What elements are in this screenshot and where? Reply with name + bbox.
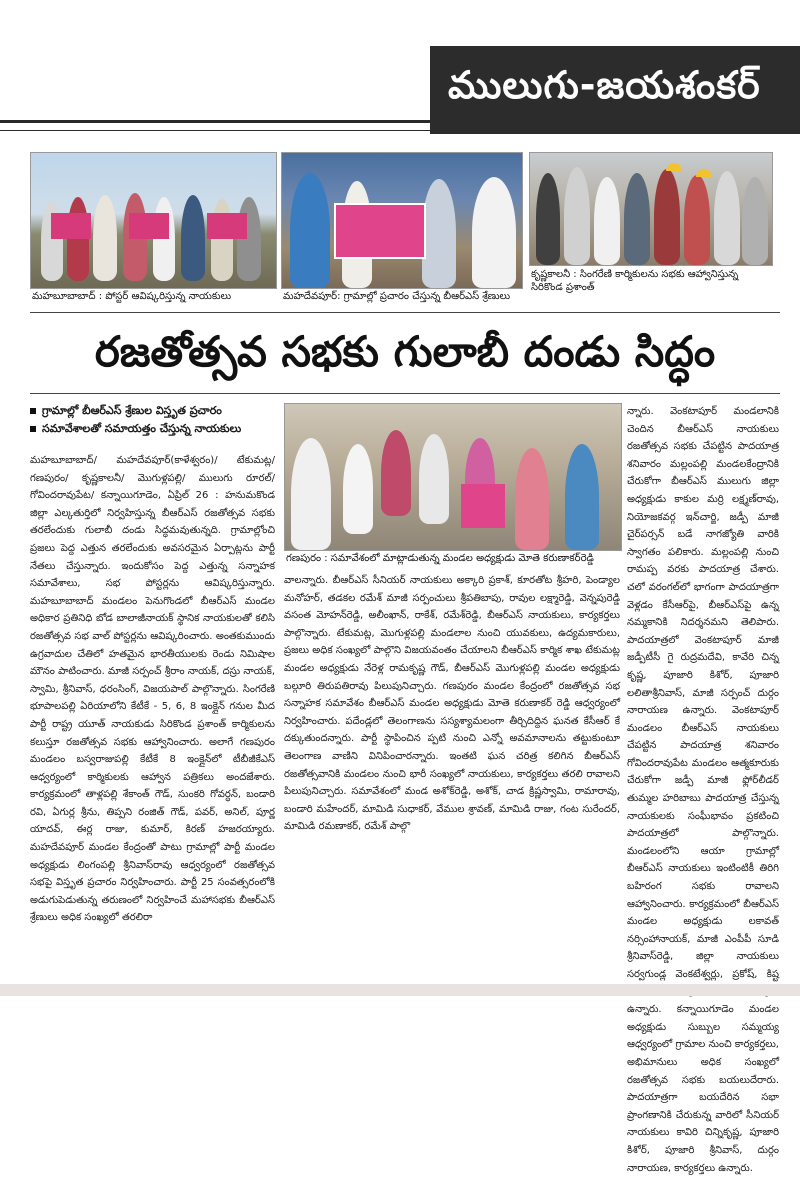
photo-mahabubabad [30, 152, 277, 289]
photo-caption: గణపురం : సమావేశంలో మాట్లాడుతున్న మండల అధ్యక్షుడు మోతె కరుణాకర్‌రెడ్డి [286, 553, 594, 564]
photo-caption: కృష్ణకాలనీ : సింగరేణి కార్మికులను సభకు ఆహ్వానిస్తున్న సిరికొండ ప్రశాంత్ [531, 269, 739, 293]
section-title-box [430, 46, 800, 134]
photo-mahadevpur [281, 152, 523, 289]
article-column-3: న్నారు. వెంకటాపూర్ మండలానికి చెందిన బీఆర్ఎస్ నాయకులు రజతోత్సవ సభకు చేపట్టిన పాదయాత్ర శనివారం మల్లంపల్లి మండలకేంద్రానికి చేరుకోగా బీఆర్ఎస్ ములుగు జిల్లా అధ్యక్షుడు కాకుల మర్రి లక్ష్మణ్‌రావు, నియోజకవర్గ ఇన్‌చార్జి, జడ్పీ మాజీ చైర్‌పర్సన్ బడే నాగజ్యోతి వారికి స్వాగతం పలికారు. మల్లంపల్లి నుంచి రామప్ప వరకు పాదయాత్ర చేశారు. చలో వరంగల్‌లో భాగంగా పాదయాత్రగా వెళ్లడం కేసీఆర్‌పై, బీఆర్ఎస్‌పై ఉన్న నమ్మకానికి నిదర్శనమని తెలిపారు. పాదయాత్రలో వెంకటాపూర్ మాజీ జడ్పీటీసీ గై రుద్రమదేవి, కావేరి చిన్న కృష్ణ, పూజారి కిశోర్, పూజారి లలితాశ్రీనివాస్, మాజీ సర్పంచ్ దుర్గం నారాయణ ఉన్నారు. వెంకటాపూర్ మండలం బీఆర్ఎస్ నాయకులు చేపట్టిన పాదయాత్ర శనివారం గోవిందరావుపేట మండలం ఆత్మకూరుకు చేరుకోగా జడ్పీ మాజీ ఫ్లోర్‌లీడర్ తుమ్మల హరిబాబు పాదయాత్ర చేస్తున్న నాయకులకు సంఘీభావం ప్రకటించి పాదయాత్రలో పాల్గొన్నారు. మండలంలోని ఆయా గ్రామాల్లో బీఆర్ఎస్ నాయకులు ఇంటింటికీ తిరిగి బహిరంగ సభకు రావాలని ఆహ్వానించారు. కార్యక్రమంలో బీఆర్ఎస్ మండల అధ్యక్షుడు లకావత్ నర్సింహానాయక్, మాజీ ఎంపీపీ సూడి శ్రీనివాస్‌రెడ్డి, జిల్లా నాయకులు సర్వగుండ్ల వెంకటేశ్వర్లు, ప్రకోష్, కిష్ట ఉన్నారు. కన్నాయిగూడెం మండల అధ్యక్షుడు సుబ్బుల సమ్మయ్య ఆధ్వర్యంలో గ్రామాల నుంచి కార్యకర్తలు, అభిమానులు అధిక సంఖ్యలో రజతోత్సవ సభకు బయలుదేరారు. పాదయాత్రగా బయదేరిన సభా ప్రాంగణానికి చేరుకున్న వారిలో సీనియర్ నాయకులు కావిరి చిన్నికృష్ణ, పూజారి కిశోర్, పూజారి శ్రీనివాస్, దుర్గం నారాయణ, కార్యకర్తలు ఉన్నారు. [627, 406, 779, 1174]
masthead-rule [0, 120, 430, 123]
sub-heading-item: గ్రామాల్లో బీఆర్ఎస్ శ్రేణుల విస్తృత ప్రచారం [30, 402, 275, 420]
article-column-2: వాలన్నారు. బీఆర్ఎస్ సీనియర్ నాయకులు అక్కారి ప్రకాశ్, కూరతోట శ్రీహరి, పెండ్యాల మనోహర్, తడకల రమేశ్ మాజీ సర్పంచులు శ్రీపతిబాపు, రావుల లక్ష్మారెడ్డి, వెన్నపురెడ్డి వసంత మోహన్‌రెడ్డి, అలీంఖాన్, రాకేశ్, రమేశ్‌రెడ్డి, బీఆర్ఎస్ నాయకులు, కార్యకర్తలు పాల్గొన్నారు. టేకుమట్ల, మొగుళ్లపల్లి మండలాల నుంచి యువకులు, ఉద్యమకారులు, ప్రజలు అధిక సంఖ్యలో పాల్గొని విజయవంతం చేయాలని బీఆర్ఎస్ కార్మిక శాఖ టేకుమట్ల మండల అధ్యక్షుడు నేరెళ్ల రామకృష్ణ గౌడ్, బీఆర్ఎస్ మొగుళ్లపల్లి మండల అధ్యక్షుడు బల్గూరి తిరుపతిరావు పిలుపునిచ్చారు. గణపురం మండల కేంద్రంలో రజతోత్సవ సభ సన్నాహక సమావేశం బీఆర్ఎస్ మండల అధ్యక్షుడు మోతె కరుణాకర్ రెడ్డి ఆధ్వర్యంలో నిర్వహించారు. పదేండ్లలో తెలంగాణను సస్యశ్యామలంగా తీర్చిదిద్దిన ఘనత కేసీఆర్ కే దక్కుతుందన్నారు. పార్టీ స్థాపించిన ప్పటి నుంచి ఎన్నో అవమానాలను తట్టుకుంటూ తెలంగాణ వాణిని వినిపించారన్నారు. ఇంతటి ఘన చరిత్ర కలిగిన బీఆర్ఎస్ రజతోత్సవానికి మండలం నుంచి భారీ సంఖ్యలో నాయకులు, కార్యకర్తలు తరలి రావాలని పిలుపునిచ్చారు. సమావేశంలో మండ అశోక్‌రెడ్డి, అశోక్, చాడ క్రిష్ణస్వామి, రామారావు, బండారి మహేందర్, మామిడి సుధాకర్, వేముల శ్రావణ్, మామిడి రాజు, గంట సురేందర్, మామిడి రమణాకర్, రమేశ్ పాల్గొ [284, 575, 620, 833]
headline-rule-top [30, 312, 780, 313]
photo-krishnacolony [529, 152, 773, 266]
page-bottom-strip [0, 984, 800, 996]
page-top-margin [0, 0, 800, 46]
photo-ganapuram [284, 403, 622, 551]
section-title: ములుగు-జయశంకర్ [448, 63, 761, 107]
headline: రజతోత్సవ సభకు గులాబీ దండు సిద్ధం [94, 327, 716, 376]
headline-rule-bottom [30, 393, 780, 394]
masthead [0, 46, 800, 134]
sub-heading-item: సమావేశాలతో సమాయత్తం చేస్తున్న నాయకులు [30, 420, 275, 438]
masthead-rule-thin [0, 130, 430, 131]
photo-caption: మహదేవపూర్: గ్రామాల్లో ప్రచారం చేస్తున్న బీఆర్ఎస్ శ్రేణులు [283, 291, 511, 302]
sub-heading-list [30, 402, 275, 438]
article-column-1: మహబూబాబాద్/ మహదేవపూర్(కాళేశ్వరం)/ టేకుమట్ల/ గణపురం/ కృష్ణకాలనీ/ మొగుళ్లపల్లి/ ములుగు రూరల్/ గోవిందరావుపేట/ కన్నాయిగూడెం, ఏప్రిల్ 26 : హనుమకొండ జిల్లా ఎల్కతుర్తిలో నిర్వహిస్తున్న బీఆర్ఎస్ రజతోత్సవ సభకు తరలేందుకు గులాబీ దండు సిద్ధమవుతున్నది. గ్రామాల్లోంచి ప్రజలు పెద్ద ఎత్తున తరలేందుకు అవసరమైన ఏర్పాట్లను పార్టీ నేతలు చేస్తున్నారు. ఇందుకోసం పెద్ద ఎత్తున్న సన్నాహక సమావేశాలు, సభ పోస్టర్లను ఆవిష్కరిస్తున్నారు. మహబూబాబాద్ మండలం పెనుగొండలో బీఆర్ఎస్ మండల అధికార ప్రతినిధి బోడ బాలాజీనాయక్ స్థానిక నాయకులతో కలిసి రజతోత్సవ సభ వాల్ పోస్టర్లను ఆవిష్కరించారు. అంతకుముందు ఉగ్రవాదుల చేతిలో హతమైన భారతీయులకు రెండు నిమిషాల మౌనం పాటించారు. మాజీ సర్పంచ్ శ్రీరాం నాయక్, దస్రు నాయక్, స్వామి, శ్రీనివాస్, ధరంసింగ్, విజయపాల్ పాల్గొన్నారు. సింగరేణి భూపాలపల్లి ఏరియాలోని కేటీకే - 5, 6, 8 ఇంక్లైన్ గనుల మీద పార్టీ రాష్ట్ర యూత్ నాయకుడు సిరికొండ ప్రశాంత్ కార్మికులను కలుస్తూ రజతోత్సవ సభకు ఆహ్వానించారు. అలాగే గణపురం మండలం బస్వరాజుపల్లి కేటీకే 8 ఇంక్లైన్‌లో టీబీజీకేఎస్ ఆధ్వర్యంలో కార్మికులకు ఆహ్వాన పత్రికలు అందజేశారు. కార్యక్రమంలో తాళ్లపల్లి శేకాంత్ గౌడ్, సుంకరి గోవర్ధన్, బండారి రవి, ఏగుర్ల శ్రీను, తిప్పని రంజిత్ గౌడ్, పవర్, అనిల్, పూర్ణ యాదవ్, ఈర్ల రాజు, కుమార్, కిరణ్ హజరయ్యారు. మహదేవపూర్ మండల కేంద్రంతో పాటు గ్రామాల్లో పార్టీ మండల అధ్యక్షుడు లింగంపల్లి శ్రీనివాస్‌రావు ఆధ్వర్యంలో రజతోత్సవ సభపై విస్తృత ప్రచారం నిర్వహించారు. పార్టీ 25 సంవత్సరంలోకి అడుగుపెడుతున్న తరుణంలో నిర్వహించే మహాసభకు బీఆర్ఎస్ శ్రేణులు అధిక సంఖ్యలో తరలిరా [30, 455, 275, 924]
photo-caption: మహబూబాబాద్ : పోస్టర్ ఆవిష్కరిస్తున్న నాయకులు [32, 291, 232, 302]
